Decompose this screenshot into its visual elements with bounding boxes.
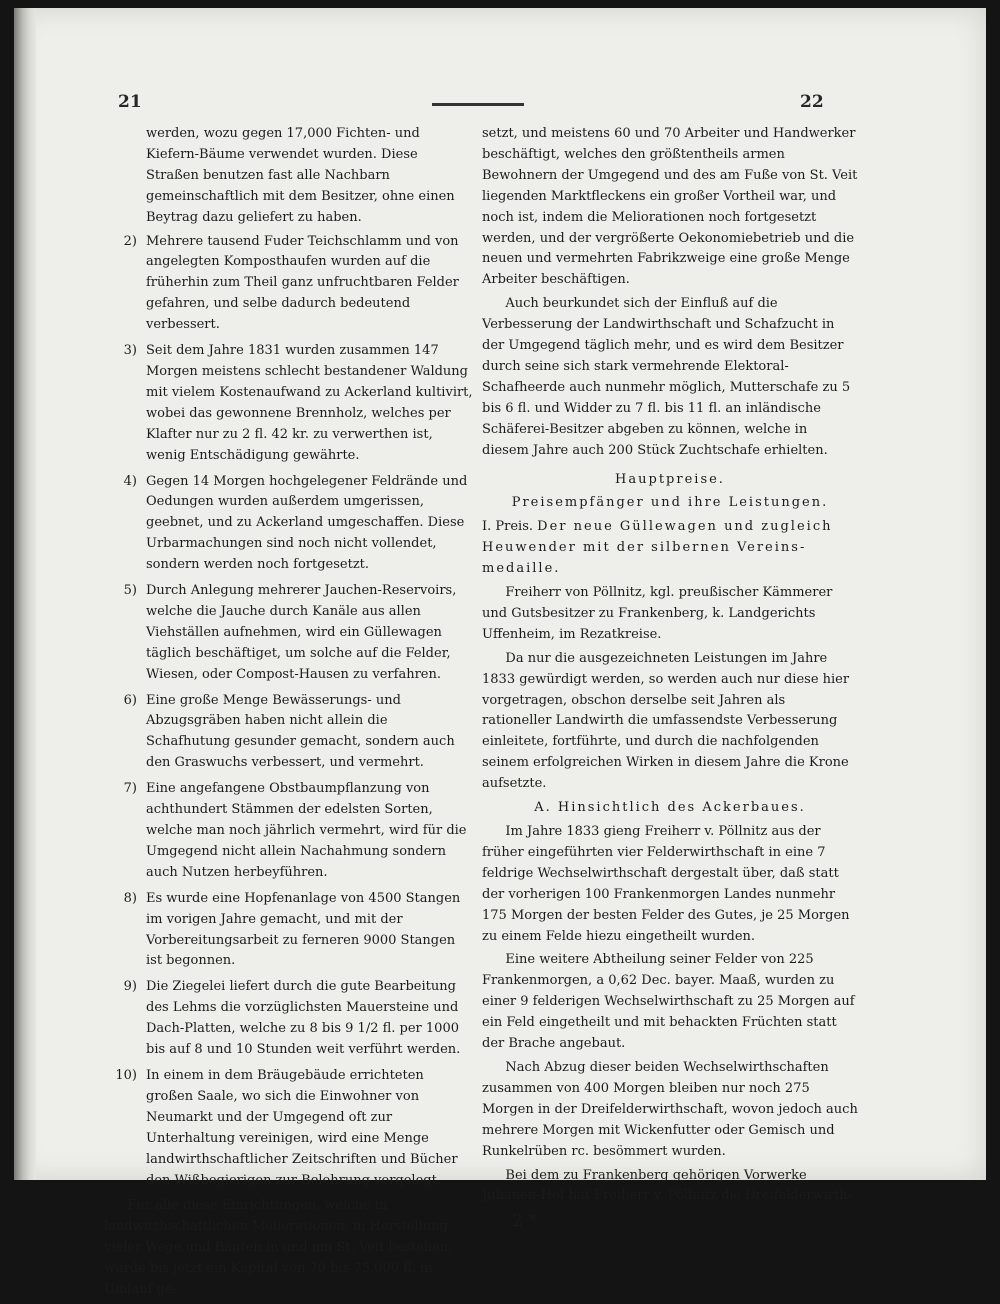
item-number: 6)	[123, 692, 137, 708]
prize-title: Der neue Güllewagen und zugleich Heuwender mit der silbernen Vereins-medaille.	[482, 519, 833, 577]
book-spine	[14, 8, 36, 1180]
item-number: 5)	[123, 583, 137, 599]
left-intro: werden, wozu gegen 17,000 Fichten- und Kiefern-Bäume verwendet wurden. Diese Straßen benutzen fast alle Nachbarn gemeinschaftlich mit dem Besitzer, ohne einen Beytrag dazu geliefert zu haben.	[146, 126, 455, 225]
item-text: Die Ziegelei liefert durch die gute Bearbeitung des Lehms die vorzüglichsten Mauersteine und Dach-Platten, welche zu 8 bis 9 1/2 fl. per 1000 bis auf 8 und 10 Stunden weit verführt werden.	[146, 979, 461, 1058]
item-number: 9)	[123, 979, 137, 995]
right-paragraph-3: Da nur die ausgezeichneten Leistungen im Jahre 1833 gewürdigt werden, so werden auch nur diese hier vorgetragen, obschon derselbe seit Jahren als rationeller Landwirth die umfassendste Verbesserung einleitete, fortführte, und durch die nachfolgenden seinem erfolgreichen Wirken in diesem Jahre die Krone aufsetzte.	[482, 650, 850, 792]
prize-recipient: Freiherr von Pöllnitz, kgl. preußischer Kämmerer und Gutsbesitzer zu Frankenberg, k. Landgerichts Uffenheim, im Rezatkreise.	[482, 585, 833, 642]
item-number: 10)	[115, 1067, 137, 1083]
item-number: 4)	[123, 473, 137, 489]
left-column	[104, 124, 474, 1304]
list-item	[104, 1066, 474, 1191]
prize-block	[482, 517, 858, 580]
subsection-heading: A. Hinsichtlich des Ackerbaues.	[534, 800, 806, 816]
list-item	[104, 581, 474, 686]
page-number-right: 22	[800, 92, 824, 112]
item-text: In einem in dem Bräugebäude errichteten großen Saale, wo sich die Einwohner von Neumarkt und der Umgegend oft zur Unterhaltung vereinigen, wird eine Menge landwirthschaftlicher Zeitschriften und Bücher den Wißbegierigen zur Belehrung vorgelegt.	[146, 1067, 458, 1188]
item-text: Eine angefangene Obstbaumpflanzung von achthundert Stämmen der edelsten Sorten, welche man noch jährlich vermehrt, wird für die Umgegend nicht allein Nachahmung sondern auch Nutzen herbeyführen.	[146, 781, 467, 880]
item-text: Mehrere tausend Fuder Teichschlamm und von angelegten Komposthaufen wurden auf die früherhin zum Theil ganz unfruchtbaren Felder gefahren, und selbe dadurch bedeutend verbessert.	[146, 233, 459, 333]
item-text: Es wurde eine Hopfenanlage von 4500 Stangen im vorigen Jahre gemacht, und mit der Vorbereitungsarbeit zu ferneren 9000 Stangen ist begonnen.	[146, 890, 461, 969]
item-text: Seit dem Jahre 1831 wurden zusammen 147 Morgen meistens schlecht bestandener Waldung mit vielem Kostenaufwand zu Ackerland kultivirt, wobei das gewonnene Brennholz, welches per Klafter nur zu 2 fl. 42 kr. zu verwerthen ist, wenig Entschädigung gewährte.	[146, 343, 473, 463]
item-text: Durch Anlegung mehrerer Jauchen-Reservoirs, welche die Jauche durch Kanäle aus allen Viehställen aufnehmen, wird ein Güllewagen täglich beschäftiget, um solche auf die Felder, Wiesen, oder Compost-Hausen zu verfahren.	[146, 583, 457, 682]
list-item	[104, 977, 474, 1061]
right-paragraph-6: Nach Abzug dieser beiden Wechselwirthschaften zusammen von 400 Morgen bleiben nur noch 275 Morgen in der Dreifelderwirthschaft, wovon jedoch auch mehrere Morgen mit Wickenfutter oder Gemisch und Runkelrüben rc. besömmert wurden.	[482, 1059, 858, 1159]
scanned-page	[14, 8, 986, 1298]
list-item	[104, 232, 474, 337]
printer-signature-mark: 2 *	[512, 1211, 537, 1232]
list-item	[104, 341, 474, 466]
list-item	[104, 889, 474, 973]
right-paragraph-1: setzt, und meistens 60 und 70 Arbeiter und Handwerker beschäftigt, welches den größtentheils armen Bewohnern der Umgegend und des am Fuße von St. Veit liegenden Marktfleckens ein großer Vortheil war, und noch ist, indem die Meliorationen noch fortgesetzt werden, und der vergrößerte Oekonomiebetrieb und die neuen und vermehrten Fabrikzweige eine große Menge Arbeiter beschäftigen.	[482, 126, 858, 288]
list-item	[104, 472, 474, 577]
list-item	[104, 691, 474, 775]
right-paragraph-2: Auch beurkundet sich der Einfluß auf die Verbesserung der Landwirthschaft und Schafzucht in der Umgegend täglich mehr, und es wird dem Besitzer durch seine sich stark vermehrende Elektoral-Schafheerde auch nunmehr möglich, Mutterschafe zu 5 bis 6 fl. und Widder zu 7 fl. bis 11 fl. an inländische Schäferei-Besitzer abgeben zu können, welche in diesem Jahre auch 200 Stück Zuchtschafe erhielten.	[482, 296, 851, 458]
item-number: 2)	[123, 233, 137, 249]
item-text: Gegen 14 Morgen hochgelegener Feldrände und Oedungen wurden außerdem umgerissen, geebnet, und zu Ackerland umgeschaffen. Diese Urbarmachungen sind noch nicht vollendet, sondern werden noch fortgesetzt.	[146, 473, 468, 573]
right-paragraph-5: Eine weitere Abtheilung seiner Felder von 225 Frankenmorgen, a 0,62 Dec. bayer. Maaß, wurden zu einer 9 felderigen Wechselwirthschaft zu 25 Morgen auf ein Feld eingetheilt und mit behackten Früchten statt der Brache angebaut.	[482, 952, 855, 1052]
right-paragraph-4: Im Jahre 1833 gieng Freiherr v. Pöllnitz aus der früher eingeführten vier Felderwirthschaft in eine 7 feldrige Wechselwirthschaft dergestalt über, daß statt der vorherigen 100 Frankenmorgen Landes nunmehr 175 Morgen der besten Felder des Gutes, je 25 Morgen zu einem Felde hiezu eingetheilt wurden.	[482, 824, 850, 944]
prize-label: I. Preis.	[482, 519, 534, 535]
section-subtitle: Preisempfänger und ihre Leistungen.	[511, 495, 829, 511]
left-closing-paragraph: Für alle diese Einrichtungen, welche in landwirthschaftlichen Meliorationen, in Herstellung vieler Wege und Bauten in und um St. Veit bestehen, wurde bis jetzt ein Kapital von 70 bis 75,000 fl. in Umlauf ge-	[104, 1198, 453, 1298]
page-number-left: 21	[118, 92, 142, 112]
item-number: 3)	[123, 343, 137, 359]
header-rule	[432, 103, 524, 106]
item-text: Eine große Menge Bewässerungs- und Abzugsgräben haben nicht allein die Schafhutung gesunder gemacht, sondern auch den Graswuchs verbessert, und vermehrt.	[146, 692, 455, 771]
list-item	[104, 779, 474, 884]
item-number: 8)	[123, 890, 137, 906]
right-paragraph-7: Bei dem zu Frankenberg gehörigen Vorwerke Julianen-Hof hat Freiherr v. Pöllnitz die Dreifelderwirth-	[482, 1167, 853, 1204]
section-title: Hauptpreise.	[615, 471, 725, 487]
item-number: 7)	[123, 781, 137, 797]
right-column	[482, 124, 858, 1232]
